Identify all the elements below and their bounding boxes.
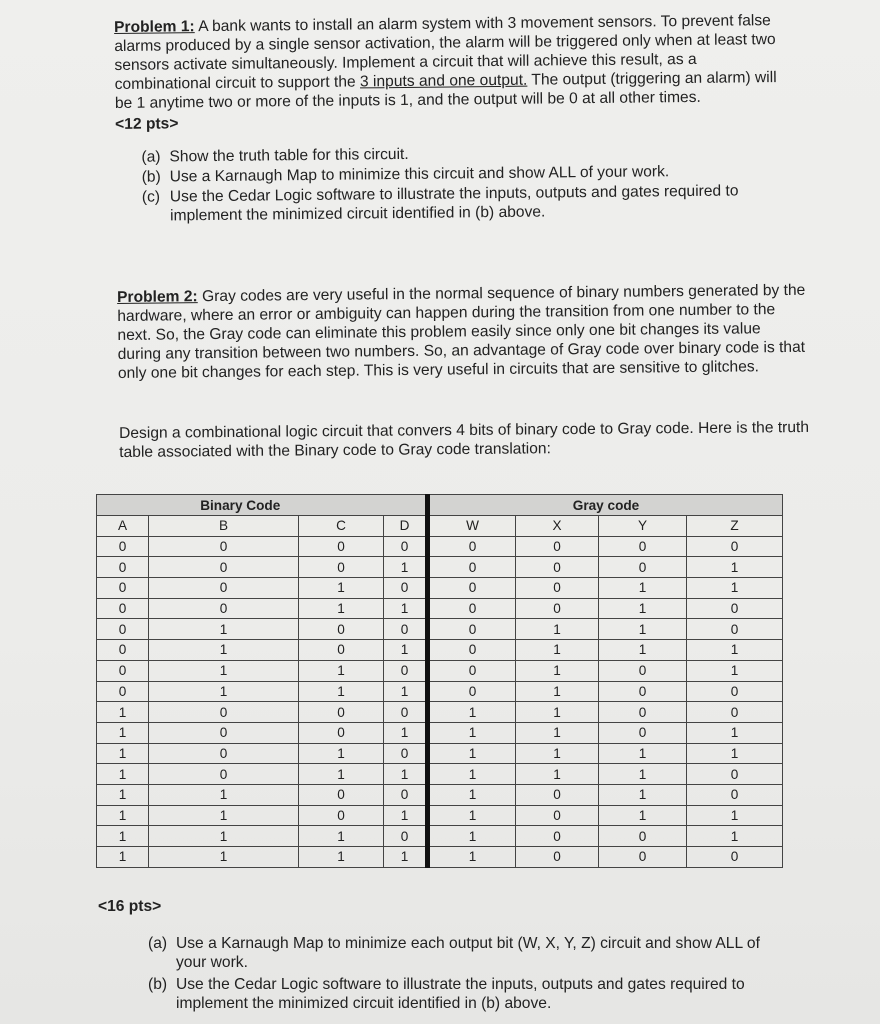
problem-2-body: Gray codes are very useful in the normal sequence of binary numbers generated by the hardware, where an error or ambiguity can happen during the transition from one number to the next. So, the Gray code can eliminate this problem easily since only one bit changes its value during any transition between two numbers. So, an advantage of Gray code over binary code is that only one bit changes for each step. This is very useful in circuits that are sensitive to glitches. — [117, 281, 806, 382]
table-cell: 1 — [384, 847, 428, 868]
problem-2 — [117, 281, 808, 383]
table-cell: 1 — [299, 826, 384, 847]
table-row — [97, 536, 783, 557]
problem-1 — [114, 11, 796, 227]
problem-1-part-c — [142, 181, 796, 226]
table-cell: 0 — [687, 598, 783, 619]
table-row — [97, 578, 783, 599]
table-cell: 0 — [149, 536, 299, 557]
table-row — [97, 702, 783, 723]
table-cell: 0 — [516, 826, 599, 847]
table-cell: 0 — [687, 681, 783, 702]
table-cell: 1 — [149, 784, 299, 805]
table-row — [97, 619, 783, 640]
problem-2-design-text: Design a combinational logic circuit that convers 4 bits of binary code to Gray code. Here is the truth table associated with the Binary code to Gray code translation: — [119, 418, 810, 461]
table-cell: 1 — [428, 702, 516, 723]
table-cell: 0 — [428, 640, 516, 661]
table-cell: 0 — [687, 764, 783, 785]
table-cell: 0 — [97, 681, 149, 702]
table-cell: 0 — [428, 578, 516, 599]
table-cell: 1 — [97, 722, 149, 743]
table-cell: 1 — [428, 826, 516, 847]
table-cell: 0 — [149, 722, 299, 743]
column-header-y: Y — [599, 516, 687, 537]
column-header-x: X — [516, 516, 599, 537]
column-header-w: W — [428, 516, 516, 537]
table-cell: 0 — [384, 578, 428, 599]
table-cell: 1 — [687, 743, 783, 764]
part-text: Use a Karnaugh Map to minimize each output bit (W, X, Y, Z) circuit and show ALL of your work. — [176, 935, 760, 971]
table-cell: 1 — [97, 702, 149, 723]
binary-code-group-label: Binary Code — [97, 495, 384, 516]
table-cell: 0 — [97, 578, 149, 599]
column-header-d: D — [384, 516, 428, 537]
problem-1-heading: Problem 1: — [114, 18, 195, 36]
table-cell: 1 — [97, 784, 149, 805]
table-row — [97, 681, 783, 702]
table-cell: 0 — [428, 681, 516, 702]
table-cell: 1 — [687, 660, 783, 681]
table-row — [97, 764, 783, 785]
table-cell: 0 — [149, 598, 299, 619]
part-text: Use the Cedar Logic software to illustrate the inputs, outputs and gates required to implement the minimized circuit identified in (b) above. — [169, 182, 739, 225]
table-cell: 1 — [299, 847, 384, 868]
table-cell: 1 — [687, 578, 783, 599]
table-cell: 0 — [97, 557, 149, 578]
table-cell: 0 — [516, 578, 599, 599]
table-cell: 0 — [516, 784, 599, 805]
problem-1-text — [114, 11, 795, 113]
table-cell: 0 — [149, 578, 299, 599]
table-cell: 0 — [428, 598, 516, 619]
table-row — [97, 743, 783, 764]
table-cell: 1 — [384, 764, 428, 785]
table-cell: 1 — [384, 681, 428, 702]
table-cell: 0 — [428, 536, 516, 557]
table-cell: 0 — [97, 640, 149, 661]
table-cell: 0 — [599, 557, 687, 578]
table-cell: 0 — [599, 722, 687, 743]
problem-2-points: <16 pts> — [98, 898, 162, 915]
table-cell: 1 — [687, 557, 783, 578]
table-cell: 1 — [149, 805, 299, 826]
problem-2-part-b — [148, 975, 788, 1013]
table-cell: 1 — [516, 702, 599, 723]
table-cell: 1 — [149, 640, 299, 661]
table-cell: 1 — [516, 660, 599, 681]
column-header-c: C — [299, 516, 384, 537]
table-cell: 1 — [97, 805, 149, 826]
table-row — [97, 784, 783, 805]
table-cell: 1 — [599, 784, 687, 805]
table-cell: 0 — [97, 598, 149, 619]
gray-code-group-label: Gray code — [428, 495, 783, 516]
table-cell: 0 — [97, 660, 149, 681]
table-cell: 1 — [428, 847, 516, 868]
table-cell: 0 — [599, 536, 687, 557]
table-row — [97, 722, 783, 743]
table-cell: 1 — [299, 598, 384, 619]
table-cell: 1 — [384, 805, 428, 826]
table-cell: 0 — [149, 557, 299, 578]
table-cell: 1 — [516, 764, 599, 785]
table-cell: 0 — [516, 805, 599, 826]
table-cell: 0 — [599, 660, 687, 681]
table-cell: 0 — [149, 743, 299, 764]
table-row — [97, 826, 783, 847]
table-cell: 0 — [428, 557, 516, 578]
table-cell: 0 — [384, 660, 428, 681]
problem-1-underlined: 3 inputs and one output. — [359, 71, 528, 91]
table-cell: 0 — [299, 722, 384, 743]
table-row — [97, 660, 783, 681]
table-row — [97, 847, 783, 868]
problem-2-parts — [148, 934, 788, 1016]
table-cell: 0 — [299, 805, 384, 826]
table-cell: 0 — [384, 743, 428, 764]
part-text: Use the Cedar Logic software to illustrate the inputs, outputs and gates required to implement the minimized circuit identified in (b) above. — [176, 976, 745, 1012]
problem-2-part-a — [148, 934, 788, 972]
table-cell: 0 — [687, 847, 783, 868]
header-spacer — [384, 495, 428, 516]
table-cell: 0 — [384, 784, 428, 805]
part-label: (a) — [141, 148, 161, 166]
table-cell: 0 — [299, 702, 384, 723]
table-cell: 1 — [428, 764, 516, 785]
problem-2-heading: Problem 2: — [117, 288, 198, 306]
table-cell: 1 — [599, 578, 687, 599]
table-cell: 1 — [687, 722, 783, 743]
table-cell: 0 — [149, 764, 299, 785]
table-cell: 0 — [97, 619, 149, 640]
table-cell: 0 — [599, 681, 687, 702]
table-cell: 1 — [384, 722, 428, 743]
part-text: Use a Karnaugh Map to minimize this circuit and show ALL of your work. — [169, 163, 670, 186]
table-cell: 1 — [149, 619, 299, 640]
problem-1-body: A bank wants to install an alarm system with 3 movement sensors. To prevent false alarms produced by a single sensor activation, the alarm will be triggered only when at least two sensors activate simultaneously. Implement a circuit that will achieve this result, as a combinational circuit to support the — [114, 12, 776, 93]
table-cell: 0 — [687, 619, 783, 640]
table-cell: 0 — [599, 826, 687, 847]
table-cell: 1 — [516, 640, 599, 661]
table-cell: 0 — [299, 557, 384, 578]
table-cell: 1 — [687, 640, 783, 661]
table-cell: 0 — [687, 784, 783, 805]
table-row — [97, 557, 783, 578]
part-text: Show the truth table for this circuit. — [169, 145, 409, 166]
table-cell: 1 — [384, 598, 428, 619]
part-label: (b) — [148, 976, 168, 993]
problem-1-points: <12 pts> — [115, 115, 179, 133]
table-cell: 1 — [428, 805, 516, 826]
table-cell: 1 — [428, 722, 516, 743]
part-label: (a) — [148, 935, 168, 952]
table-cell: 1 — [687, 826, 783, 847]
table-cell: 1 — [97, 764, 149, 785]
table-cell: 0 — [149, 702, 299, 723]
table-cell: 1 — [299, 660, 384, 681]
problem-1-body-end: The output (triggering an alarm) will be 1 anytime two or more of the inputs is 1, and the output will be 0 at all other times. — [114, 69, 777, 112]
table-row — [97, 640, 783, 661]
table-cell: 1 — [299, 578, 384, 599]
table-cell: 1 — [428, 784, 516, 805]
table-cell: 0 — [384, 702, 428, 723]
table-cell: 0 — [299, 536, 384, 557]
table-cell: 0 — [516, 598, 599, 619]
table-cell: 1 — [384, 640, 428, 661]
column-header-a: A — [97, 516, 149, 537]
table-cell: 1 — [299, 743, 384, 764]
part-label: (c) — [141, 188, 161, 206]
table-cell: 1 — [97, 743, 149, 764]
column-header-z: Z — [687, 516, 783, 537]
table-cell: 1 — [149, 826, 299, 847]
table-cell: 0 — [516, 536, 599, 557]
table-cell: 1 — [384, 557, 428, 578]
table-cell: 1 — [97, 847, 149, 868]
table-cell: 0 — [687, 702, 783, 723]
table-cell: 0 — [299, 784, 384, 805]
table-cell: 0 — [299, 619, 384, 640]
table-cell: 1 — [149, 847, 299, 868]
table-cell: 0 — [384, 826, 428, 847]
table-cell: 1 — [97, 826, 149, 847]
table-cell: 0 — [428, 660, 516, 681]
table-cell: 0 — [299, 640, 384, 661]
table-cell: 1 — [516, 722, 599, 743]
table-cell: 1 — [428, 743, 516, 764]
table-column-header — [97, 516, 783, 537]
table-cell: 1 — [516, 681, 599, 702]
table-cell: 1 — [599, 764, 687, 785]
table-cell: 1 — [149, 660, 299, 681]
table-cell: 1 — [516, 619, 599, 640]
table-cell: 0 — [599, 847, 687, 868]
table-cell: 1 — [599, 805, 687, 826]
table-cell: 0 — [384, 536, 428, 557]
table-cell: 0 — [687, 536, 783, 557]
table-cell: 1 — [599, 640, 687, 661]
table-cell: 0 — [599, 702, 687, 723]
table-cell: 1 — [149, 681, 299, 702]
table-cell: 1 — [299, 764, 384, 785]
table-cell: 0 — [97, 536, 149, 557]
table-group-header — [97, 495, 783, 516]
problem-1-parts — [141, 141, 796, 226]
gray-code-truth-table — [96, 494, 782, 868]
table-cell: 1 — [599, 743, 687, 764]
table-row — [97, 598, 783, 619]
table-cell: 1 — [599, 598, 687, 619]
part-label: (b) — [141, 168, 161, 186]
table-row — [97, 805, 783, 826]
table-cell: 0 — [384, 619, 428, 640]
table-cell: 0 — [428, 619, 516, 640]
table-cell: 0 — [516, 847, 599, 868]
table-cell: 0 — [516, 557, 599, 578]
table-cell: 1 — [516, 743, 599, 764]
table-cell: 1 — [687, 805, 783, 826]
table-cell: 1 — [299, 681, 384, 702]
column-header-b: B — [149, 516, 299, 537]
table-cell: 1 — [599, 619, 687, 640]
